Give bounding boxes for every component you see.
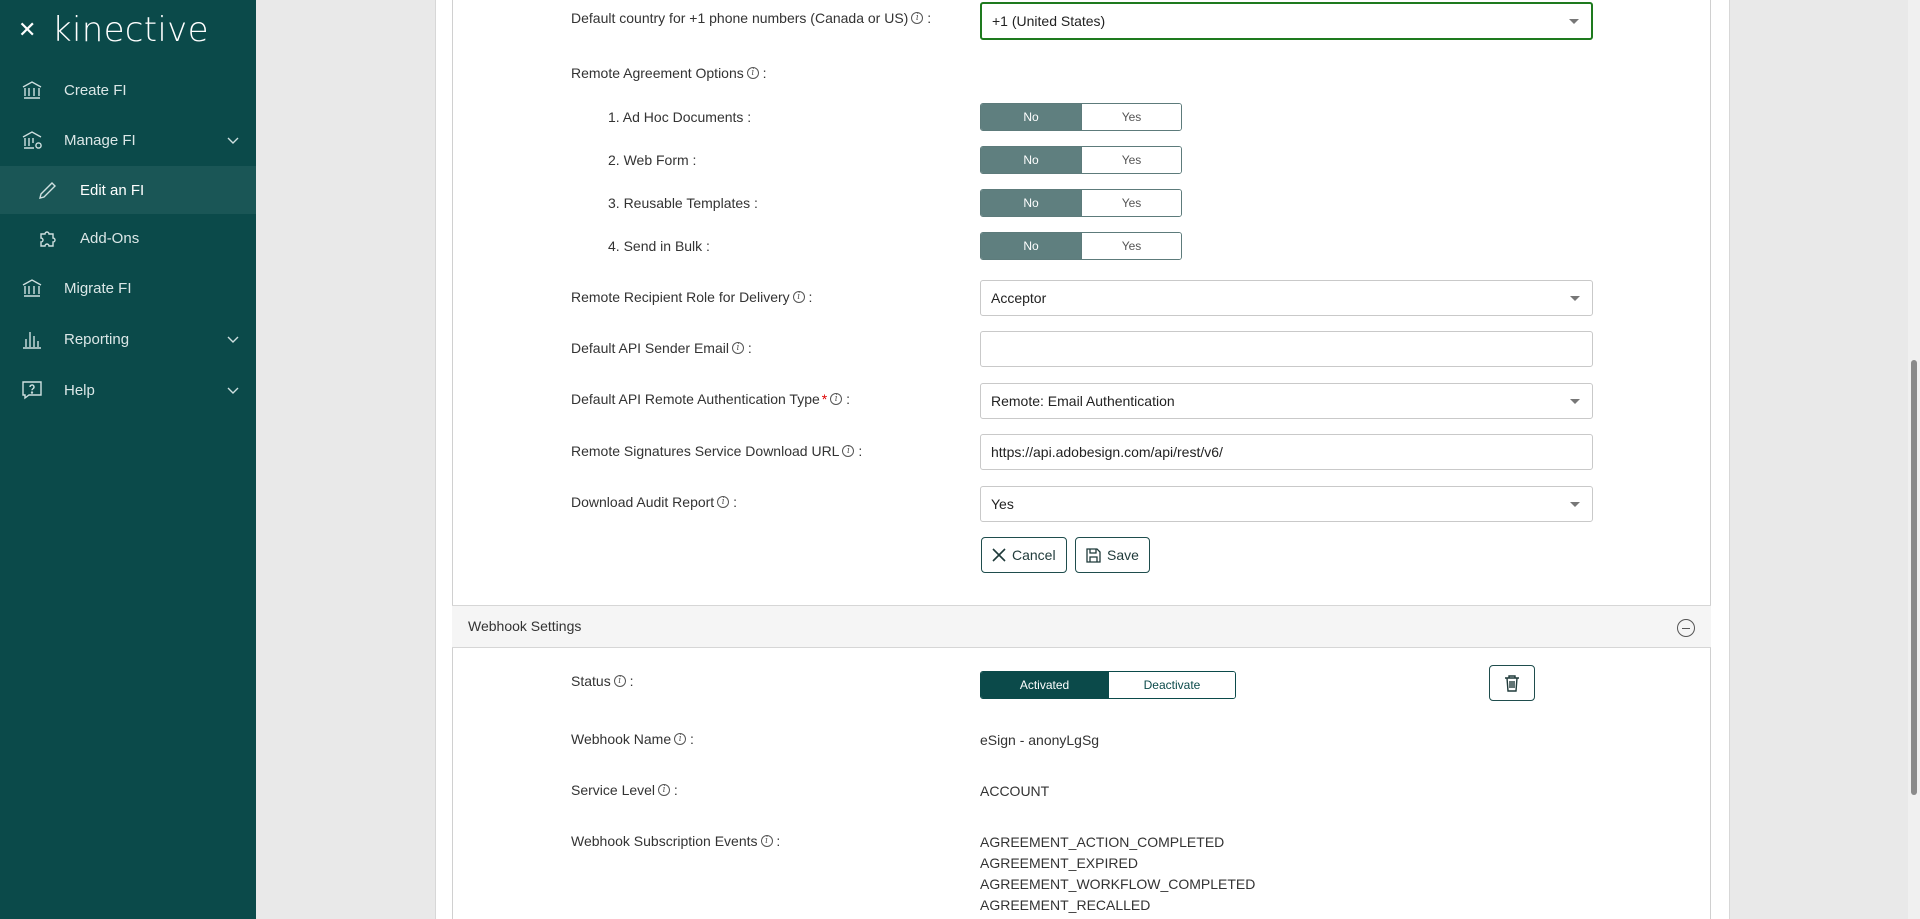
info-icon[interactable]: i [761, 835, 773, 847]
no-option[interactable]: No [981, 233, 1081, 259]
sender-email-input[interactable] [980, 331, 1593, 367]
label-text: Webhook Name [571, 731, 672, 747]
label-text: Webhook Subscription Events [571, 833, 758, 849]
sidebar-item-label: Help [64, 381, 95, 399]
save-icon [1086, 548, 1101, 563]
sidebar-item-help[interactable] [0, 366, 256, 414]
info-icon[interactable]: i [830, 393, 842, 405]
no-option[interactable]: No [981, 190, 1081, 216]
label-text: Service Level [571, 782, 656, 798]
webhook-name-value: eSign - anonyLgSg [980, 732, 1100, 748]
option-label-send-in-bulk: 4. Send in Bulk : [608, 238, 710, 254]
deactivate-option[interactable]: Deactivate [1108, 672, 1235, 698]
remote-agreement-label: Remote Agreement Options i : [571, 65, 767, 81]
info-icon[interactable]: i [658, 784, 670, 796]
select-value: Acceptor [991, 290, 1047, 306]
label-text: Remote Signatures Service Download URL [571, 443, 840, 459]
sidebar-item-label: Migrate FI [64, 279, 132, 297]
recipient-role-label: Remote Recipient Role for Delivery i : [571, 289, 813, 305]
close-icon[interactable]: ✕ [18, 17, 37, 42]
bank-icon [20, 78, 44, 102]
ad-hoc-toggle[interactable] [980, 103, 1182, 131]
sidebar-item-edit-fi[interactable] [0, 166, 256, 214]
label-text: Default API Sender Email [571, 340, 729, 356]
audit-report-select[interactable] [980, 486, 1593, 522]
caret-down-icon [1570, 296, 1580, 301]
yes-option[interactable]: Yes [1081, 147, 1181, 173]
sender-email-label: Default API Sender Email i : [571, 340, 752, 356]
help-bubble-icon [20, 378, 44, 402]
sidebar-item-label: Manage FI [64, 131, 136, 149]
status-label: Status i : [571, 673, 634, 689]
yes-option[interactable]: Yes [1081, 233, 1181, 259]
service-level-label: Service Level i : [571, 782, 678, 798]
yes-option[interactable]: Yes [1081, 190, 1181, 216]
no-option[interactable]: No [981, 147, 1081, 173]
label-text: Default API Remote Authentication Type [571, 391, 820, 407]
chevron-down-icon [226, 332, 240, 346]
sidebar-header [0, 0, 256, 64]
label-text: Default country for +1 phone numbers (Canada or US) [571, 10, 909, 26]
label-text: Remote Recipient Role for Delivery [571, 289, 790, 305]
collapse-icon[interactable] [1677, 619, 1695, 637]
sidebar [0, 0, 256, 919]
scrollbar-thumb[interactable] [1911, 360, 1917, 795]
info-icon[interactable]: i [717, 496, 729, 508]
caret-down-icon [1570, 502, 1580, 507]
trash-icon [1504, 674, 1520, 692]
default-country-select[interactable] [980, 2, 1593, 40]
status-toggle[interactable] [980, 671, 1236, 699]
delete-webhook-button[interactable] [1489, 665, 1535, 701]
sidebar-item-label: Add-Ons [80, 229, 140, 247]
button-label: Cancel [1012, 547, 1056, 563]
info-icon[interactable]: i [614, 675, 626, 687]
bar-chart-icon [20, 327, 44, 351]
kinective-logo: kinective [52, 10, 209, 50]
sidebar-item-manage-fi[interactable] [0, 116, 256, 164]
sidebar-item-label: Edit an FI [80, 181, 145, 199]
button-label: Save [1107, 547, 1139, 563]
select-value: Remote: Email Authentication [991, 393, 1175, 409]
yes-option[interactable]: Yes [1081, 104, 1181, 130]
label-text: Status [571, 673, 611, 689]
download-url-input[interactable] [980, 434, 1593, 470]
info-icon[interactable]: i [732, 342, 744, 354]
reusable-templates-toggle[interactable] [980, 189, 1182, 217]
save-button[interactable] [1075, 537, 1150, 573]
option-label-web-form: 2. Web Form : [608, 152, 697, 168]
bank-gear-icon [20, 128, 44, 152]
subscription-events-label: Webhook Subscription Events i : [571, 833, 781, 849]
recipient-role-select[interactable] [980, 280, 1593, 316]
auth-type-label: Default API Remote Authentication Type * i : [571, 391, 851, 407]
caret-down-icon [1570, 399, 1580, 404]
download-url-label: Remote Signatures Service Download URL i : [571, 443, 863, 459]
pencil-icon [36, 178, 60, 202]
caret-down-icon [1569, 19, 1579, 24]
info-icon[interactable]: i [911, 12, 923, 24]
subscription-event: AGREEMENT_WORKFLOW_COMPLETED [980, 876, 1256, 892]
label-text: Download Audit Report [571, 494, 715, 510]
sidebar-item-migrate-fi[interactable] [0, 264, 256, 312]
sidebar-item-label: Create FI [64, 81, 127, 99]
info-icon[interactable]: i [747, 67, 759, 79]
webhook-section-header[interactable] [452, 605, 1711, 648]
webhook-name-label: Webhook Name i : [571, 731, 694, 747]
service-level-value: ACCOUNT [980, 783, 1050, 799]
sidebar-item-reporting[interactable] [0, 315, 256, 363]
web-form-toggle[interactable] [980, 146, 1182, 174]
subscription-event: AGREEMENT_EXPIRED [980, 855, 1138, 871]
label-text: Remote Agreement Options [571, 65, 744, 81]
info-icon[interactable]: i [842, 445, 854, 457]
subscription-event: AGREEMENT_RECALLED [980, 897, 1151, 913]
puzzle-icon [36, 226, 60, 250]
select-value: +1 (United States) [992, 13, 1106, 29]
no-option[interactable]: No [981, 104, 1081, 130]
activated-option[interactable]: Activated [981, 672, 1108, 698]
bank-icon [20, 276, 44, 300]
info-icon[interactable]: i [793, 291, 805, 303]
sidebar-item-label: Reporting [64, 330, 130, 348]
section-title: Webhook Settings [468, 618, 582, 634]
option-label-ad-hoc: 1. Ad Hoc Documents : [608, 109, 752, 125]
sidebar-item-add-ons[interactable] [0, 214, 256, 262]
option-label-reusable-templates: 3. Reusable Templates : [608, 195, 758, 211]
audit-report-label: Download Audit Report i : [571, 494, 737, 510]
cancel-button[interactable] [981, 537, 1067, 573]
subscription-event: AGREEMENT_ACTION_COMPLETED [980, 834, 1225, 850]
default-country-label: Default country for +1 phone numbers (Canada or US) i : [571, 10, 932, 26]
send-in-bulk-toggle[interactable] [980, 232, 1182, 260]
auth-type-select[interactable] [980, 383, 1593, 419]
chevron-down-icon [226, 133, 240, 147]
chevron-down-icon [226, 383, 240, 397]
select-value: Yes [991, 496, 1014, 512]
info-icon[interactable]: i [674, 733, 686, 745]
sidebar-item-create-fi[interactable] [0, 66, 256, 114]
page-scrollbar[interactable] [1908, 0, 1920, 919]
close-icon [992, 548, 1006, 562]
required-marker: * [821, 391, 828, 407]
